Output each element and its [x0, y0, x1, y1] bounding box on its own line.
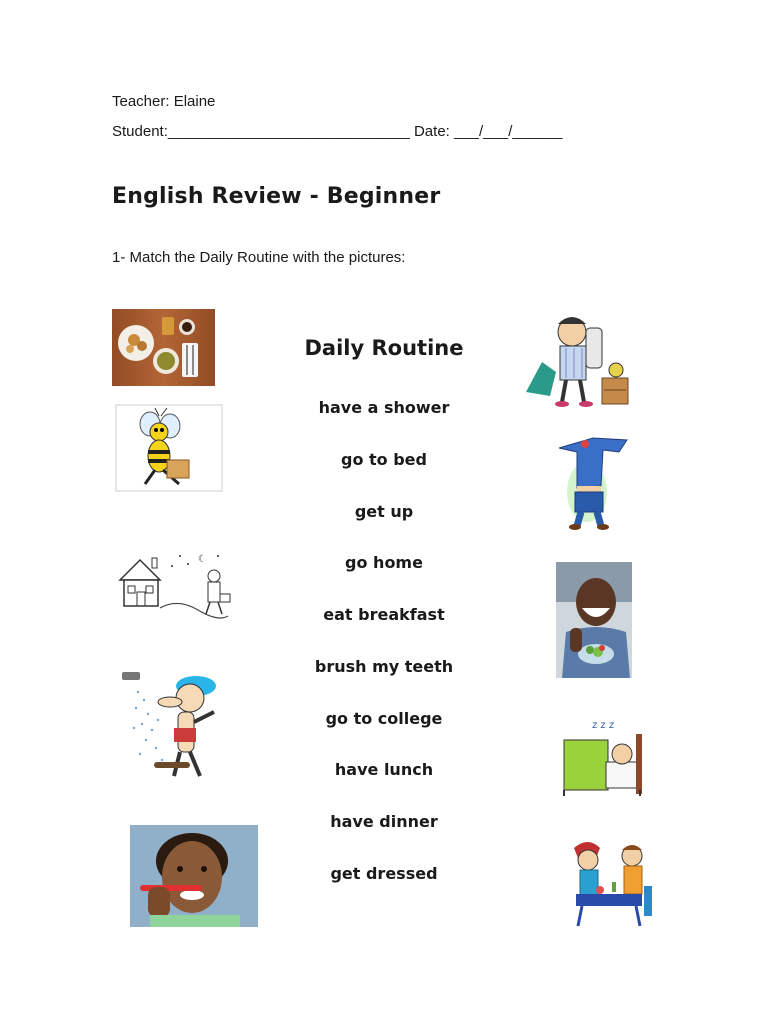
routine-phrase: get dressed [330, 864, 438, 883]
routine-phrase: eat breakfast [323, 605, 445, 624]
exercise-instruction: 1- Match the Daily Routine with the pictures: [112, 249, 406, 266]
routine-phrase: go to college [325, 709, 443, 728]
daily-routine-heading: Daily Routine [304, 336, 464, 360]
man-sleeping-in-bed-picture [562, 716, 646, 798]
man-getting-up-picture [522, 312, 634, 408]
routine-phrase: have a shower [318, 398, 450, 417]
routine-phrase: get up [354, 502, 414, 521]
svg-text:z z z: z z z [592, 720, 615, 731]
student-date-line: Student:_____________________________ Date: ___/___/______ [112, 123, 563, 140]
going-home-at-night-picture [118, 550, 233, 622]
couple-having-dinner-picture [568, 834, 656, 930]
routine-phrase: go to bed [341, 450, 427, 469]
man-eating-lunch-photo [556, 562, 632, 678]
routine-phrase: have dinner [330, 812, 438, 831]
routine-phrase: go home [345, 553, 423, 572]
man-having-shower-picture [118, 668, 223, 786]
routine-phrase: have lunch [334, 760, 434, 779]
page-title: English Review - Beginner [112, 184, 441, 209]
getting-dressed-picture [555, 434, 633, 530]
teacher-line: Teacher: Elaine [112, 93, 216, 110]
breakfast-table-photo [112, 309, 215, 386]
bee-going-to-college-picture [115, 404, 225, 494]
boy-brushing-teeth-picture [130, 825, 258, 927]
routine-phrase: brush my teeth [314, 657, 454, 676]
svg-text:☾: ☾ [198, 554, 207, 565]
